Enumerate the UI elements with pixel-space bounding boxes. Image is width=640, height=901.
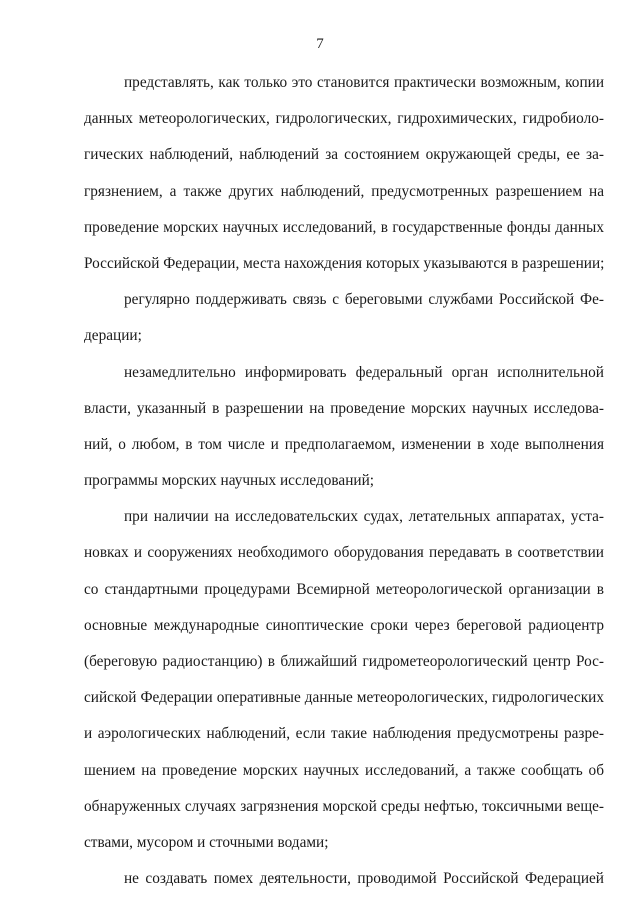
text-line: незамедлительно информировать федеральный орган исполнительной — [124, 363, 604, 381]
text-line: сийской Федерации оперативные данные метеорологических, гидрологических — [84, 689, 604, 707]
text-line: власти, указанный в разрешении на проведение морских научных исследова- — [84, 399, 604, 417]
text-line: представлять, как только это становится практически возможным, копии — [124, 74, 604, 91]
text-line: данных метеорологических, гидрологических, гидрохимических, гидробиоло- — [84, 110, 604, 128]
text-line: при наличии на исследовательских судах, летательных аппаратах, уста- — [124, 508, 604, 526]
text-line: обнаруженных случаях загрязнения морской среды нефтью, токсичными веще- — [84, 797, 604, 815]
text-line: шением на проведение морских научных исследований, а также сообщать об — [84, 761, 604, 779]
document-body — [84, 69, 604, 901]
text-line: грязнением, а также других наблюдений, предусмотренных разрешением на — [84, 182, 604, 200]
text-line: гических наблюдений, наблюдений за состоянием окружающей среды, ее за- — [84, 146, 604, 164]
text-line: со стандартными процедурами Всемирной метеорологической организации в — [84, 580, 604, 598]
text-line: программы морских научных исследований; — [84, 472, 375, 490]
text-line: новках и сооружениях необходимого оборудования передавать в соответствии — [84, 544, 604, 562]
text-line: ствами, мусором и сточными водами; — [84, 833, 329, 851]
text-line: (береговую радиостанцию) в ближайший гидрометеорологический центр Рос- — [84, 653, 604, 670]
text-line: основные международные синоптические сроки через береговой радиоцентр — [84, 616, 604, 634]
text-line: и аэрологических наблюдений, если такие наблюдения предусмотрены разре- — [84, 725, 604, 743]
text-line: проведение морских научных исследований, в государственные фонды данных — [84, 218, 604, 236]
text-line: не создавать помех деятельности, проводимой Российской Федерацией — [124, 870, 604, 888]
text-line: регулярно поддерживать связь с береговыми службами Российской Фе- — [124, 291, 604, 309]
text-line: ний, о любом, в том числе и предполагаемом, изменении в ходе выполнения — [84, 435, 604, 453]
page-number: 7 — [316, 36, 324, 52]
text-line: Российской Федерации, места нахождения которых указываются в разрешении; — [84, 254, 604, 272]
text-line: дерации; — [84, 327, 142, 345]
